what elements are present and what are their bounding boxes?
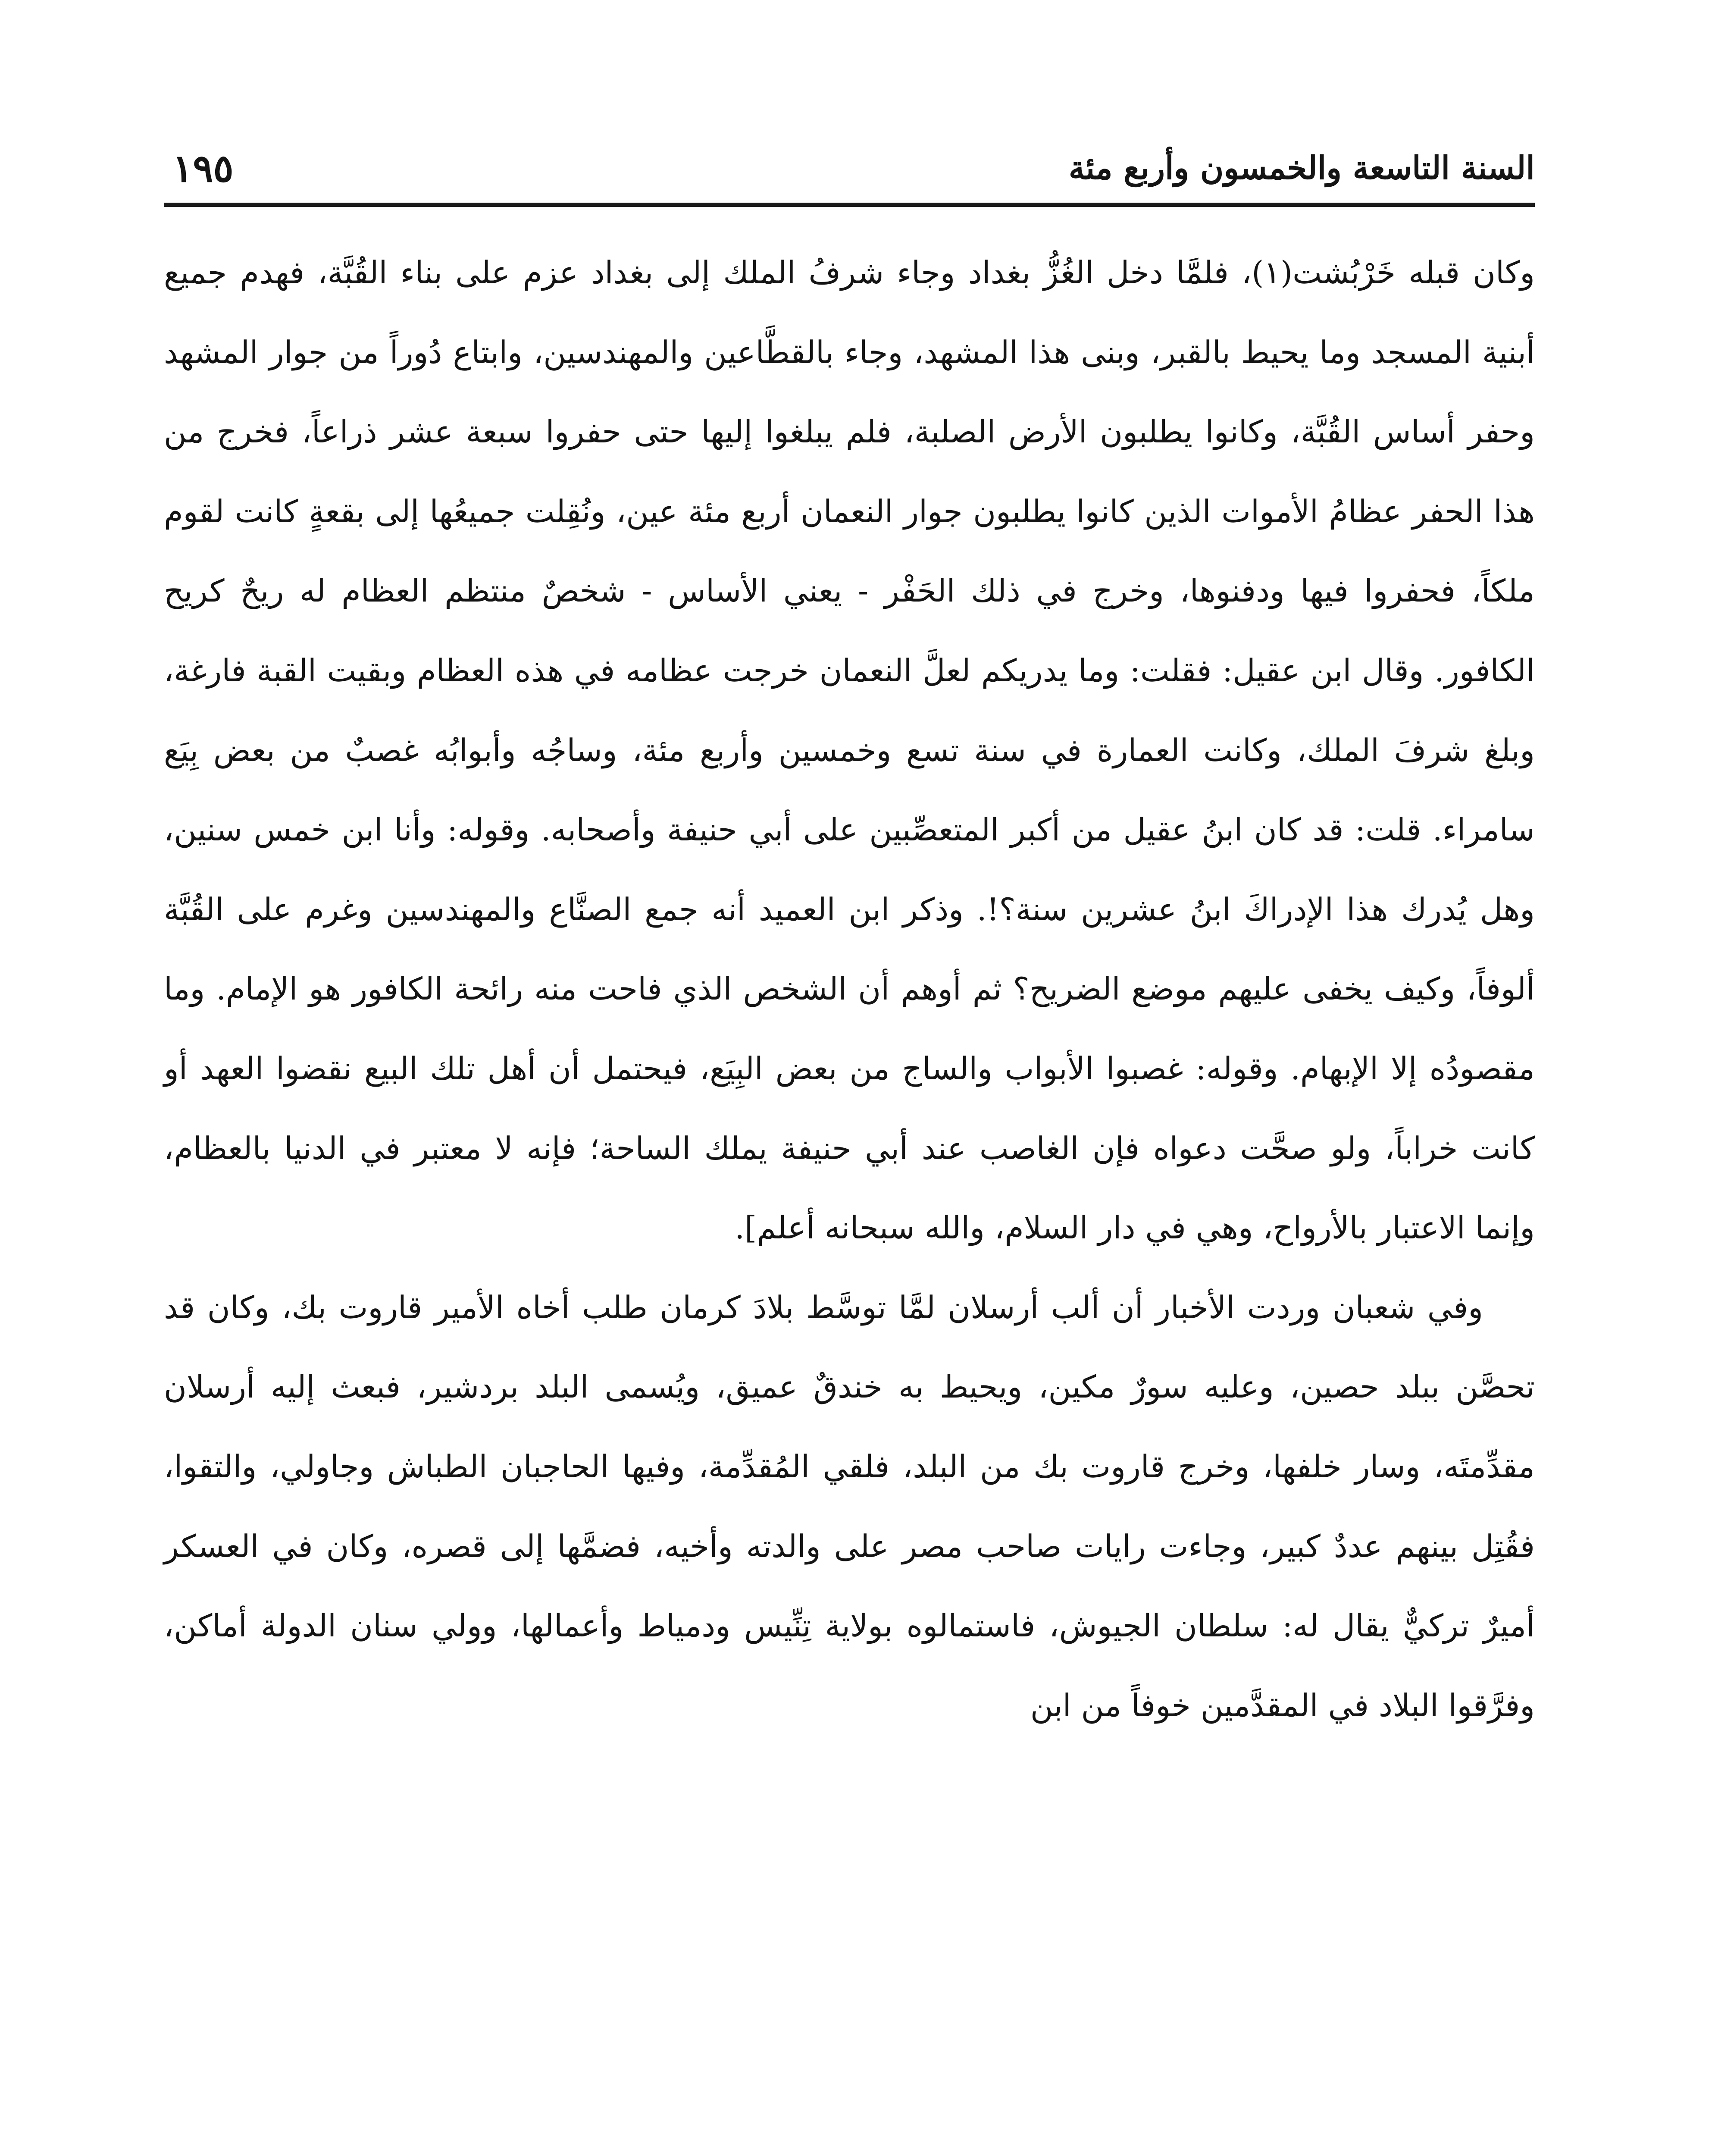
main-text [164, 233, 1535, 1745]
page-number: ١٩٥ [172, 146, 234, 191]
paragraph-1: وكان قبله خَرْبُشت(١)، فلمَّا دخل الغُزُّ بغداد وجاء شرفُ الملك إلى بغداد عزم على بناء القُبَّة، فهدم جميع أبنية المسجد وما يحيط بالقبر، وبنى هذا المشهد، وجاء بالقطَّاعين والمهندسين، وابتاع دُوراً من جوار المشهد وحفر أساس القُبَّة، وكانوا يطلبون الأرض الصلبة، فلم يبلغوا إليها حتى حفروا سبعة عشر ذراعاً، فخرج من هذا الحفر عظامُ الأموات الذين كانوا يطلبون جوار النعمان أربع مئة عين، ونُقِلت جميعُها إلى بقعةٍ كانت لقوم ملكاً، فحفروا فيها ودفنوها، وخرج في ذلك الحَفْر - يعني الأساس - شخصٌ منتظم العظام له ريحٌ كريح الكافور. وقال ابن عقيل: فقلت: وما يدريكم لعلَّ النعمان خرجت عظامه في هذه العظام وبقيت القبة فارغة، وبلغ شرفَ الملك، وكانت العمارة في سنة تسع وخمسين وأربع مئة، وساجُه وأبوابُه غصبٌ من بعض بِيَع سامراء. قلت: قد كان ابنُ عقيل من أكبر المتعصِّبين على أبي حنيفة وأصحابه. وقوله: وأنا ابن خمس سنين، وهل يُدرك هذا الإدراكَ ابنُ عشرين سنة؟!. وذكر ابن العميد أنه جمع الصنَّاع والمهندسين وغرم على القُبَّة ألوفاً، وكيف يخفى عليهم موضع الضريح؟ ثم أوهم أن الشخص الذي فاحت منه رائحة الكافور هو الإمام. وما مقصودُه إلا الإبهام. وقوله: غصبوا الأبواب والساج من بعض البِيَع، فيحتمل أن أهل تلك البيع نقضوا العهد أو كانت خراباً، ولو صحَّت دعواه فإن الغاصب عند أبي حنيفة يملك الساحة؛ فإنه لا معتبر في الدنيا بالعظام، وإنما الاعتبار بالأرواح، وهي في دار السلام، والله سبحانه أعلم]. [164, 254, 1535, 1246]
page-header [164, 142, 1535, 194]
paragraph-2: وفي شعبان وردت الأخبار أن ألب أرسلان لمَّا توسَّط بلادَ كرمان طلب أخاه الأمير قاروت بك، وكان قد تحصَّن ببلد حصين، وعليه سورٌ مكين، ويحيط به خندقٌ عميق، ويُسمى البلد بردشير، فبعث إليه أرسلان مقدِّمتَه، وسار خلفها، وخرج قاروت بك من البلد، فلقي المُقدِّمة، وفيها الحاجبان الطباش وجاولي، والتقوا، فقُتِل بينهم عددٌ كبير، وجاءت رايات صاحب مصر على والدته وأخيه، فضمَّها إلى قصره، وكان في العسكر أميرٌ تركيٌّ يقال له: سلطان الجيوش، فاستمالوه بولاية تِنِّيس ودمياط وأعمالها، وولي سنان الدولة أماكن، وفرَّقوا البلاد في المقدَّمين خوفاً من ابن [164, 1289, 1535, 1724]
header-rule [164, 203, 1535, 207]
running-title: السنة التاسعة والخمسون وأربع مئة [1068, 150, 1535, 187]
